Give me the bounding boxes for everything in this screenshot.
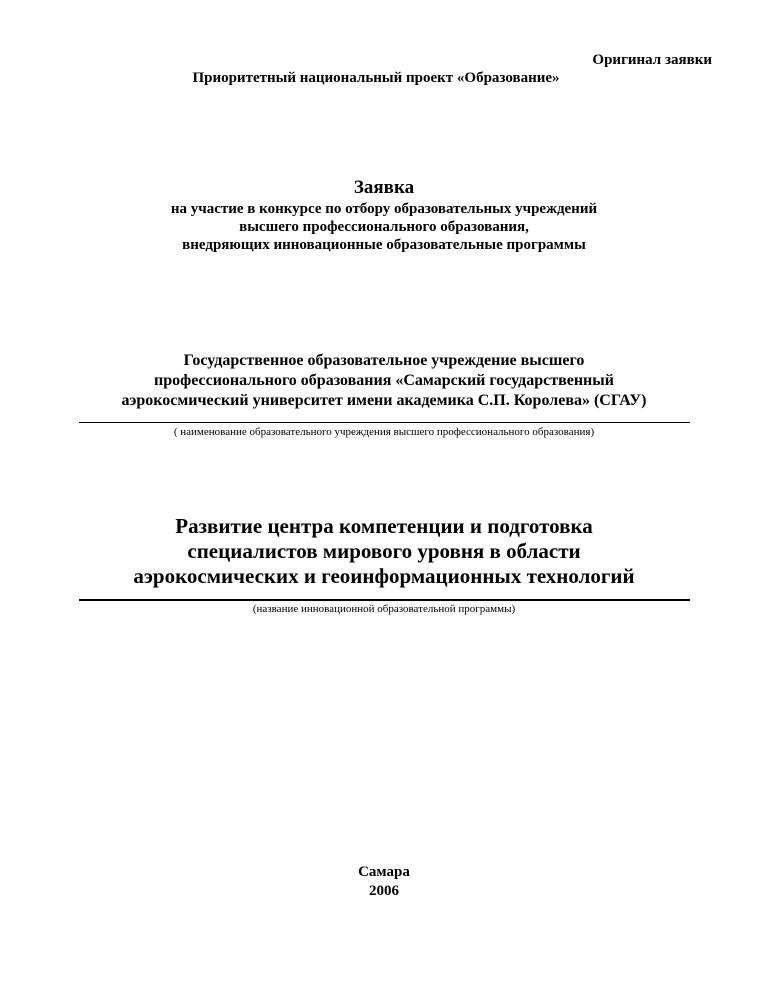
year: 2006 <box>369 883 399 899</box>
application-subtitle-line-2: высшего профессионального образования, <box>239 219 529 235</box>
program-caption: (название инновационной образовательной программы) <box>252 603 516 615</box>
institution-name-line-2: профессионального образования «Самарский государственный <box>154 372 614 389</box>
program-underline <box>79 599 690 601</box>
program-name-line-1: Развитие центра компетенции и подготовка <box>175 514 593 538</box>
institution-underline <box>79 422 690 423</box>
institution-name-line-3: аэрокосмический университет имени академика С.П. Королева» (СГАУ) <box>121 392 647 409</box>
city: Самара <box>358 864 410 880</box>
institution-name-line-1: Государственное образовательное учреждение высшего <box>183 352 585 369</box>
original-label: Оригинал заявки <box>592 52 712 68</box>
institution-caption: ( наименование образовательного учреждения высшего профессионального образования) <box>173 426 595 438</box>
application-title: Заявка <box>353 177 415 198</box>
application-subtitle-line-1: на участие в конкурсе по отбору образовательных учреждений <box>170 201 598 217</box>
application-subtitle-line-3: внедряющих инновационные образовательные программы <box>182 237 586 253</box>
project-title: Приоритетный национальный проект «Образование» <box>192 70 560 86</box>
program-name-line-3: аэрокосмических и геоинформационных технологий <box>133 564 635 588</box>
program-name-line-2: специалистов мирового уровня в области <box>187 539 581 563</box>
